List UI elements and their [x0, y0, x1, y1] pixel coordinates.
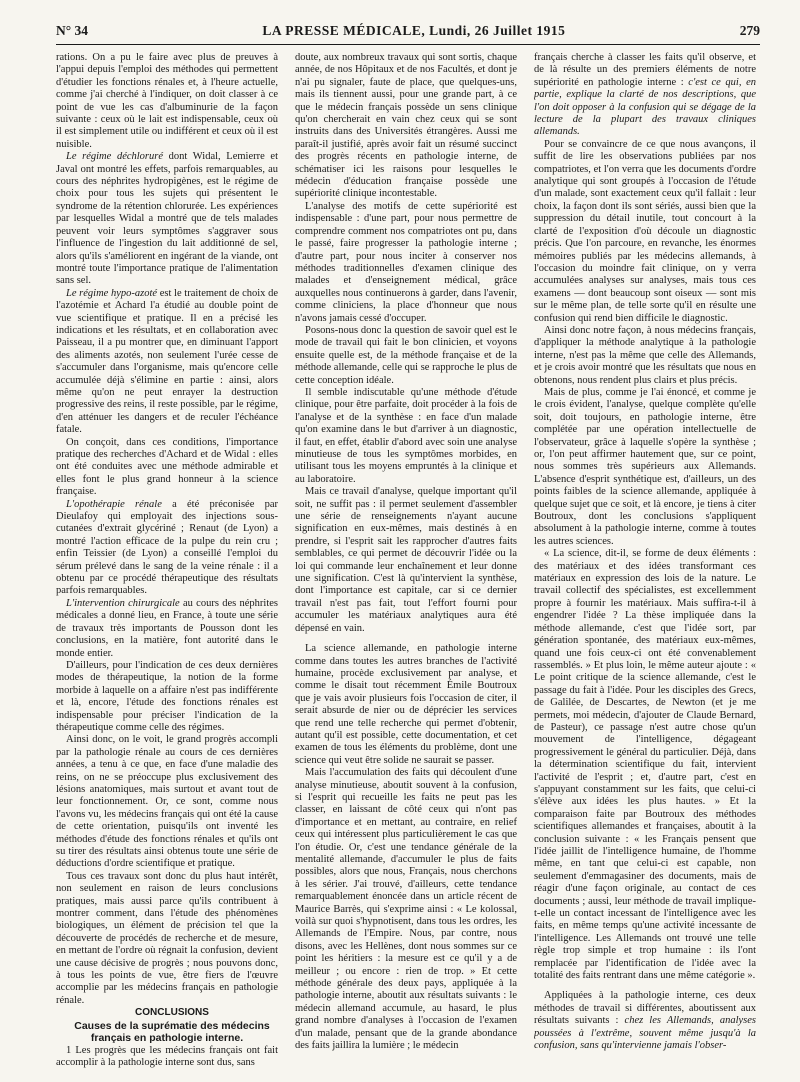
- page-header: [56, 18, 760, 45]
- publication-title: LA PRESSE MÉDICALE, Lundi, 26 Juillet 1915: [262, 23, 566, 38]
- paragraph: doute, aux nombreux travaux qui sont sortis, chaque année, de nos Hôpitaux et de nos Facultés, et dont je n'ai pu signaler, faute de place, que quelques-uns, mais ils tiennent aussi, pour une grande part, à ce que le médecin français possède un sens clinique qu'on chercherait en vain chez ceux qui se sont instruits dans des Universités étrangères. Aussi me paraît-il justifié, après avoir fait un résumé succinct des progrès récents en pathologie interne, de schématiser ici les raisons pour lesquelles le médecin d'éducation française possède une supériorité clinique incontestable.: [295, 52, 517, 200]
- paragraph: Posons-nous donc la question de savoir quel est le mode de travail qui fait le bon clinicien, et voyons ensuite quelle est, de la méthode française et de la méthode allemande, celle qui se rapproche le plus de cette conception idéale.: [295, 324, 517, 386]
- paragraph: rations. On a pu le faire avec plus de preuves à l'appui depuis l'emploi des méthodes qui permettent d'étudier les fonctions rénales et, à l'heure actuelle, comme j'ai cherché à l'indiquer, on doit classer à ce point de vue les cas d'albuminurie de la façon suivante : ceux où le lait est indispensable, ceux où il est simplement utile ou indifférent et ceux où il est nuisible.: [56, 52, 278, 150]
- paragraph: Ainsi donc, on le voit, le grand progrès accompli par la pathologie rénale au cours de ces dernières années, a tenu à ce que, en face d'une maladie des reins, on ne se préoccupe plus exclusivement des lésions anatomiques, mais surtout et avant tout de leur fonctionnement. Or, ce sont, comme nous l'avons vu, les médecins français qui ont été la cause de cette orientation, puisqu'ils ont inventé les méthodes d'étude des fonctions rénales et qu'ils ont su tirer des résultats ainsi obtenus toute une série de déductions d'ordre scientifique et pratique.: [56, 734, 278, 870]
- paragraph-text: est le traitement de choix de l'azotémie et Achard l'a étudié au double point de vue scientifique et pratique. Il en a précisé les indications et les résultats, et en collaboration avec Paisseau, il a pu montrer que, en diminuant l'apport des aliments azotés, non seulement l'urée cesse de s'accumuler dans l'organisme, mais qu'encore celle accumulée déjà s'élimine en partie : ainsi, alors même qu'on ne peut enrayer la destruction progressive des reins, il reste possible, par le régime, d'en atténuer les dangers et de reculer l'échéance fatale.: [56, 287, 278, 436]
- paragraph-text: dont Widal, Lemierre et Javal ont montré les effets, parfois remarquables, au cours des néphrites hydropigènes, est le régime de choix pour tous les sujets qui présentent le syndrome de la rétention chlorurée. Les expériences par lesquelles Widal a montré que de tels malades peuvent voir leurs symptômes s'aggraver sous l'influence de l'ingestion du lait additionné de sel, alors qu'ils s'améliorent en ingérant de la viande, ont montré toute l'importance pratique de l'alimentation sans sel.: [56, 151, 278, 287]
- paragraph: [56, 598, 278, 660]
- paragraph: Ainsi donc notre façon, à nous médecins français, d'appliquer la méthode analytique à la pathologie interne, n'est pas la même que celle des Allemands, et je crois avoir montré que les résultats que nous en obtenons, nous rendent plus clairs et plus précis.: [534, 324, 756, 386]
- italic-term: L'intervention chirurgicale: [66, 597, 180, 609]
- paragraph: On conçoit, dans ces conditions, l'importance pratique des recherches d'Achard et de Widal : elles ont été conduites avec une méthode admirable et elles font le plus grand honneur à la science française.: [56, 436, 278, 498]
- paragraph: Mais ce travail d'analyse, quelque important qu'il soit, ne suffit pas : il permet seulement d'assembler une série de renseignements n'ayant aucune signification en eux-mêmes, mais destinés à en prendre, si l'esprit sait les rapprocher d'autres faits semblables, ce qui permet de découvrir l'idée ou la loi qui commande leur enchaînement et leur donne une signification. C'est là qu'intervient la synthèse, dont l'importance est capitale, car si ce dernier travail n'est pas fait, tout l'effort fourni pour accumuler les matériaux analytiques aura été dépensé en vain.: [295, 486, 517, 634]
- section-heading: CONCLUSIONS: [135, 1007, 209, 1019]
- subsection-heading: Causes de la suprématie des médecins français en pathologie interne.: [74, 1019, 270, 1045]
- paragraph: La science allemande, en pathologie interne comme dans toutes les autres branches de l'activité humaine, procède exclusivement par analyse, et comme le disait tout récemment Émile Boutroux que je vais avoir plusieurs fois l'occasion de citer, il serait absurde de nier ou de déprécier les services que rend une telle recherche qui permet d'obtenir, autant qu'il est possible, cette documentation, et cet examen de tous les éléments du problème, dont une science qui veut être solide ne saurait se passer.: [295, 643, 517, 766]
- italic-passage: chez les Allemands, analyses poussées à l'extrême, souvent même jusqu'à la confusion, sans qu'intervienne jamais l'obser-: [534, 1015, 756, 1052]
- paragraph-text: Appliquées à la pathologie interne, ces deux méthodes de travail si différentes, aboutissent aux résultats suivants :: [534, 990, 756, 1027]
- italic-term: Le régime déchloruré: [66, 151, 164, 163]
- italic-term: Le régime hypo-azoté: [66, 287, 158, 299]
- column-3: [534, 52, 756, 1074]
- italic-term: L'opothérapie rénale: [66, 498, 162, 510]
- paragraph: Tous ces travaux sont donc du plus haut intérêt, non seulement en raison de leurs conclusions pratiques, mais aussi parce qu'ils contribuent à montrer comment, dans l'étude des phénomènes biologiques, un élément de précision tel que la découverte de procédés de recherche et de mesure, en mettant de l'ordre où régnait la confusion, devient une cause décisive de progrès ; nous pouvons donc, à tous les points de vue, être fiers de l'œuvre accomplie par les médecins français en pathologie rénale.: [56, 870, 278, 1006]
- paragraph: [534, 990, 756, 1052]
- paragraph-text: au cours des néphrites médicales a donné lieu, en France, à toute une série de travaux très importants de Pousson dont les conclusions, en la matière, font autorité dans le monde entier.: [56, 597, 278, 659]
- column-2: [295, 52, 517, 1074]
- paragraph: Il semble indiscutable qu'une méthode d'étude clinique, pour être parfaite, doit procéder à la fois de l'analyse et de la synthèse : en face d'un malade qu'on examine dans le but d'arriver à un diagnostic, il faut, en effet, établir d'abord avec soin une analyse minutieuse de tous les symptômes morbides, en utilisant tous les moyens empruntés à la clinique et au laboratoire.: [295, 386, 517, 485]
- paragraph: [534, 52, 756, 139]
- paragraph: [56, 151, 278, 287]
- issue-number: N° 34: [56, 23, 89, 38]
- paragraph: [56, 288, 278, 437]
- paragraph: [56, 499, 278, 598]
- column-1: [56, 52, 278, 1074]
- italic-passage: c'est ce qui, en partie, explique la clarté de nos descriptions, que l'on doit opposer à la confusion qui se dégage de la lecture de la plupart des travaux cliniques allemands.: [534, 76, 756, 138]
- paragraph: Mais de plus, comme je l'ai énoncé, et comme je le crois évident, l'analyse, quelque complète qu'elle soit, doit toujours, en pathologie interne, être complétée par une opération intellectuelle de l'observateur, grâce à laquelle s'opère la synthèse ; or, l'on peut affirmer hautement que, sur ce point, nous sommes très supérieurs aux Allemands. L'absence d'esprit synthétique est, d'ailleurs, un des points faibles de la science allemande, appliquée à quelque sujet que ce soit, et là encore, je tiens à citer Boutroux, dont les conclusions s'appliquent absolument à la pathologie interne, comme à toutes les autres sciences.: [534, 386, 756, 547]
- paragraph: « La science, dit-il, se forme de deux éléments : des matériaux et des idées transformant ces matériaux en expression des lois de la nature. Le travail collectif des spécialistes, est excellemment propre à fournir les matériaux. Mais suffira-t-il à engendrer l'idée ? La thèse impliquée dans la méthode allemande, c'est que l'idée sort, par génération spontanée, des matériaux eux-mêmes, quand une fois ceux-ci ont été convenablement rassemblés. » Et plus loin, le même auteur ajoute : « Le point critique de la science allemande, c'est le passage du fait à l'idée. Pour les disciples des Grecs, de Galilée, de Descartes, de Newton (et je me permets, moi médecin, d'ajouter de Claude Bernard, de Pasteur), ce passage n'est autre chose qu'un mouvement de l'intelligence, dégageant progressivement le général du particulier. Déjà, dans la détermination scientifique du fait, intervient l'activité de l'esprit ; et, d'autre part, c'est en s'appuyant constamment sur les faits, que celui-ci s'élève aux idées les plus hautes. » Et la comparaison faite par Boutroux des méthodes scientifiques allemandes et françaises, aboutit à la conclusion suivante : « les Français pensent que l'idée jaillit de l'intelligence humaine, de l'homme même, en tant que celui-ci est capable, non seulement d'emmagasiner des documents, mais de réagir d'une façon originale, au contact de ces documents ; aussi, leur méthode de travail implique-t-elle un contact incessant de l'intelligence avec les faits, en même temps qu'une activité incessante de l'intelligence. Les Allemands ont trouvé une telle règle trop simple et trop humaine : ils l'ont remplacée par l'identification de l'idée avec la totalité des faits rentrant dans une même catégorie ».: [534, 548, 756, 982]
- paragraph-text: français cherche à classer les faits qu'il observe, et de là résulte un des premiers éléments de notre supériorité en pathologie interne :: [534, 52, 756, 88]
- paragraph: L'analyse des motifs de cette supériorité est indispensable : d'une part, pour nous permettre de comprendre comment nos compatriotes ont pu, dans le passé, faire progresser la pathologie interne ; d'autre part, pour nous inciter à conserver nos méthodes traditionnelles d'examen clinique des malades et d'enseignement médical, grâce auxquelles nous continuerons à garder, dans l'avenir, comme cliniciens, la place d'honneur que nous n'avons jamais cessé d'occuper.: [295, 200, 517, 324]
- paragraph-text: a été préconisée par Dieulafoy qui employait des injections sous-cutanées d'extrait glycériné ; Renaut (de Lyon) a montré l'action efficace de la pulpe du rein cru ; enfin Teissier (de Lyon) a conseillé l'emploi du sérum prélevé dans le sang de la veine rénale : il a obtenu par ce procédé thérapeutique des résultats parfois remarquables.: [56, 498, 278, 597]
- paragraph: Pour se convaincre de ce que nous avançons, il suffit de lire les observations publiées par nos compatriotes, et l'on verra que les documents d'ordre analytique qui sont groupés à l'occasion de l'étude d'un malade, sont exactement ceux qu'il fallait : leur choix, la façon dont ils sont sériés, aussi bien que la suppression du détail inutile, tout concourt à la clarté de l'exposition d'où découle un diagnostic précis. Que l'on parcoure, en revanche, les énormes mémoires publiés par les médecins allemands, à l'occasion du moindre fait clinique, on y verra accumulées analyses sur analyses, mais tous ces examens — dont beaucoup sont oiseux — sont mis sur le même plan, de telle sorte qu'il en résulte une confusion qui rend bien difficile le diagnostic.: [534, 138, 756, 324]
- page-number: 279: [739, 23, 760, 38]
- article-columns: [56, 52, 756, 1074]
- paragraph: D'ailleurs, pour l'indication de ces deux dernières modes de thérapeutique, la notion de la forme morbide à laquelle on a affaire n'est pas indifférente et là, encore, l'étude des fonctions rénales est indispensable pour préciser l'indication de la thérapeutique comme celle des régimes.: [56, 659, 278, 733]
- paragraph: Mais l'accumulation des faits qui découlent d'une analyse minutieuse, aboutit souvent à la confusion, si l'esprit qui recueille les faits ne peut pas les classer, en laissant de côté ceux qui n'ont pas d'importance et en mettant, au contraire, en relief ceux qui intéressent plus particulièrement le cas que l'on étudie. Or, c'est une tendance générale de la mentalité allemande, d'accumuler le plus de faits possibles, alors que nous, Français, nous cherchons à les sérier. J'ai trouvé, d'ailleurs, cette tendance remarquablement énoncée dans un article récent de Maurice Barrès, qui s'exprime ainsi : « Le kolossal, voilà sur quoi s'hypnotisent, dans tous les ordres, les Allemands de l'Empire. Nous, par contre, nous disons, avec les Hellènes, dont nous sommes sur ce point les héritiers : la mesure est ce qu'il y a de meilleur ; ou encore : rien de trop. » Et cette méthode générale des deux pays, appliquée à la pathologie interne, aboutit aux résultats suivants : le médecin allemand accumule, au hasard, le plus grand nombre d'analyses à l'occasion de l'examen d'un malade, pensant que de la grande abondance des faits jaillira la lumière ; le médecin: [295, 767, 517, 1052]
- paragraph: 1 Les progrès que les médecins français ont fait accomplir à la pathologie interne sont dus, sans: [56, 1044, 278, 1069]
